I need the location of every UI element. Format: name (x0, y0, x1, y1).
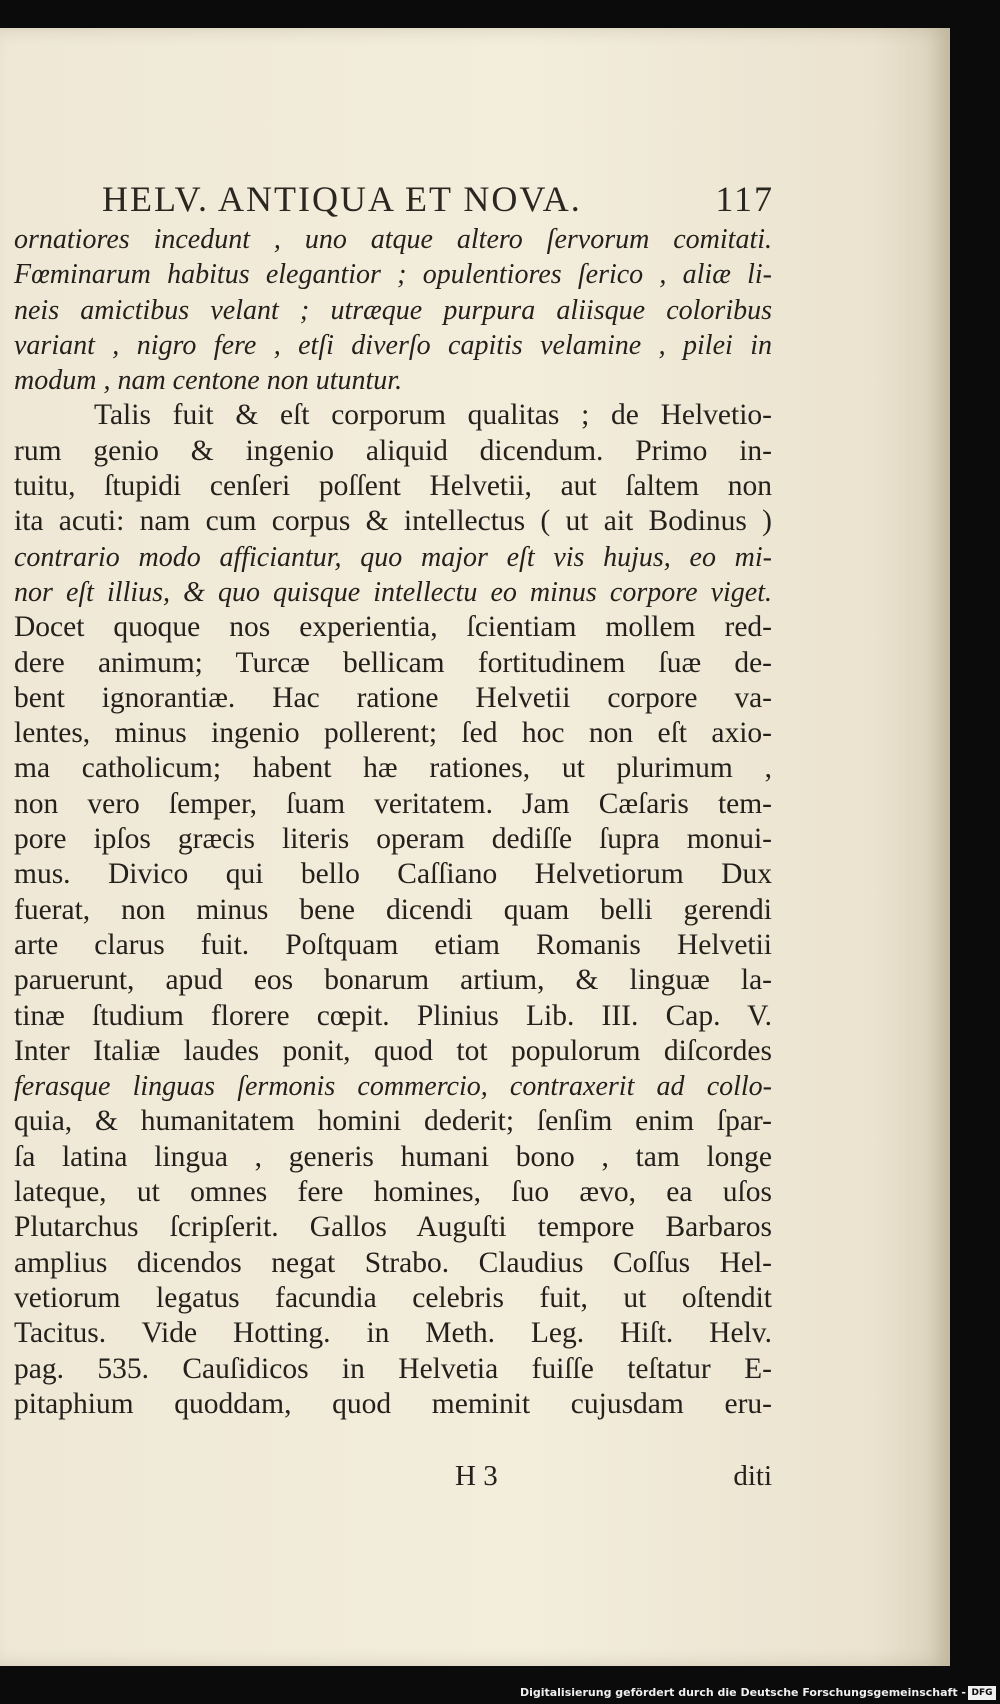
text-line: tinæ ſtudium florere cœpit. Plinius Lib. III. Cap. V. (14, 999, 772, 1032)
digitization-footer (0, 1682, 1000, 1704)
text-line: ſa latina lingua , generis humani bono , tam longe (14, 1140, 772, 1173)
text-line: ita acuti: nam cum corpus & intellectus ( ut ait Bodinus ) (14, 505, 772, 538)
text-line: vetiorum legatus facundia celebris fuit, ut oſtendit (14, 1281, 772, 1314)
text-line: amplius dicendos negat Strabo. Claudius Coſſus Hel- (14, 1246, 772, 1279)
text-line: Plutarchus ſcripſerit. Gallos Auguſti tempore Barbaros (14, 1211, 772, 1244)
text-line: ma catholicum; habent hæ rationes, ut plurimum , (14, 752, 772, 785)
text-line: dere animum; Turcæ bellicam fortitudinem ſuæ de- (14, 646, 772, 679)
text-line: arte clarus fuit. Poſtquam etiam Romanis Helvetii (14, 928, 772, 961)
text-line: lentes, minus ingenio pollerent; ſed hoc non eſt axio- (14, 717, 772, 750)
dfg-logo: DFG (968, 1686, 996, 1700)
page-number: 117 (715, 179, 774, 219)
text-line: lateque, ut omnes fere homines, ſuo ævo, ea uſos (14, 1176, 772, 1209)
signature-mark: H 3 (455, 1460, 498, 1492)
text-line: Inter Italiæ laudes ponit, quod tot populorum diſcordes (14, 1034, 772, 1067)
text-line: paruerunt, apud eos bonarum artium, & linguæ la- (14, 964, 772, 997)
body-text (14, 222, 772, 1422)
catchword: diti (733, 1460, 772, 1492)
text-line: quia, & humanitatem homini dederit; ſenſim enim ſpar- (14, 1105, 772, 1138)
text-line: nor eſt illius, & quo quisque intellectu eo minus corpore viget. (14, 576, 772, 608)
text-line: Docet quoque nos experientia, ſcientiam mollem red- (14, 611, 772, 644)
running-title: HELV. ANTIQUA ET NOVA. (102, 179, 582, 219)
text-line: ornatiores incedunt , uno atque altero ſervorum comitati. (14, 224, 772, 255)
text-line: bent ignorantiæ. Hac ratione Helvetii corpore va- (14, 681, 772, 714)
text-line: contrario modo afficiantur, quo major eſt vis hujus, eo mi- (14, 541, 772, 573)
text-line: neis amictibus velant ; utræque purpura aliisque coloribus (14, 294, 772, 326)
digitization-credit: Digitalisierung gefördert durch die Deutsche Forschungsgemeinschaft - (519, 1686, 966, 1699)
text-line: tuitu, ſtupidi cenſeri poſſent Helvetii, aut ſaltem non (14, 470, 772, 503)
text-line: modum , nam centone non utuntur. (14, 365, 403, 397)
paragraph-start-line: Talis fuit & eſt corporum qualitas ; de Helvetio- (94, 399, 772, 432)
text-line: variant , nigro fere , etſi diverſo capitis velamine , pilei in (14, 329, 772, 361)
text-line: pag. 535. Cauſidicos in Helvetia fuiſſe teſtatur E- (14, 1352, 772, 1385)
text-line: pore ipſos græcis literis operam dediſſe ſupra monui- (14, 823, 772, 856)
text-line: Tacitus. Vide Hotting. in Meth. Leg. Hiſt. Helv. (14, 1317, 772, 1350)
text-line: mus. Divico qui bello Caſſiano Helvetiorum Dux (14, 858, 772, 891)
text-line: Fœminarum habitus elegantior ; opulentiores ſerico , aliæ li- (14, 259, 772, 291)
text-line: non vero ſemper, ſuam veritatem. Jam Cæſaris tem- (14, 787, 772, 820)
text-line: fuerat, non minus bene dicendi quam belli gerendi (14, 893, 772, 926)
page-header (102, 178, 774, 228)
text-line: ferasque linguas ſermonis commercio, contraxerit ad collo- (14, 1071, 772, 1103)
text-line: pitaphium quoddam, quod meminit cujusdam eru- (14, 1387, 772, 1420)
text-line: rum genio & ingenio aliquid dicendum. Primo in- (14, 434, 772, 467)
catchline (455, 1460, 772, 1496)
